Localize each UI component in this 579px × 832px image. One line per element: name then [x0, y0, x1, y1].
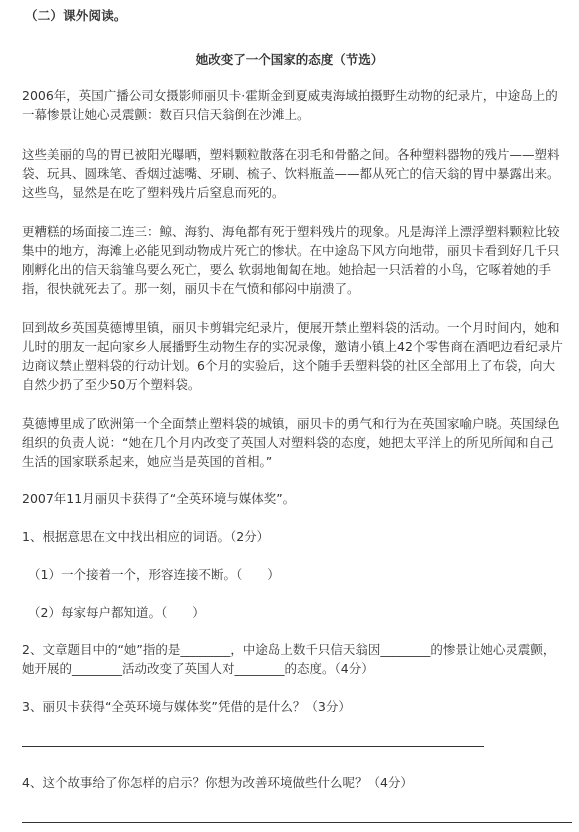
article-paragraph: 2006年，英国广播公司女摄影师丽贝卡·霍斯金到夏威夷海域拍摄野生动物的纪录片，中途岛上的一幕惨景让她心灵震颤：数百只信天翁倒在沙滩上。	[22, 88, 558, 122]
article-paragraph: 莫德博里成了欧洲第一个全面禁止塑料袋的城镇，丽贝卡的勇气和行为在英国家喻户晓。英国绿色组织的负责人说：“她在几个月内改变了英国人对塑料袋的态度，她把太平洋上的所见所闻和自己生活的国家联系起来，她应当是英国的首相。”	[22, 416, 560, 469]
article-paragraph: 回到故乡英国莫德博里镇，丽贝卡剪辑完纪录片，便展开禁止塑料袋的活动。一个月时间内，她和儿时的朋友一起向家乡人展播野生动物生存的实况录像，邀请小镇上42个零售商在酒吧边看纪录片边商议禁止塑料袋的行动计划。6个月的实验后，这个随手丢塑料袋的社区全部用上了布袋，向大自然少扔了至少50万个塑料袋。	[22, 320, 563, 392]
answer-line-question-3[interactable]	[22, 746, 484, 747]
question-1-item-1: （1）一个接着一个，形容连接不断。（ ）	[28, 567, 280, 582]
article-paragraph: 更糟糕的场面接二连三：鲸、海豹、海龟都有死于塑料残片的现象。凡是海洋上漂浮塑料颗粒比较集中的地方，海滩上必能见到动物成片死亡的惨状。在中途岛下风方向地带，丽贝卡看到好几千只刚孵化出的信天翁雏鸟要么死亡，要么 软弱地匍匐在地。她拾起一只活着的小鸟，它啄着她的手指，很快就死去了。那一刻，丽贝卡在气愤和郁闷中崩溃了。	[22, 224, 560, 296]
article-title: 她改变了一个国家的态度（节选）	[195, 52, 384, 67]
question-1: 1、根据意思在文中找出相应的词语。（2分）	[22, 529, 270, 544]
answer-line-question-4[interactable]	[22, 822, 572, 823]
question-1-item-2: （2）每家每户都知道。（ ）	[28, 605, 205, 620]
article-paragraph: 这些美丽的鸟的胃已被阳光曝晒，塑料颗粒散落在羽毛和骨骼之间。各种塑料器物的残片——塑料袋、玩具、圆珠笔、香烟过滤嘴、牙刷、梳子、饮料瓶盖——都从死亡的信天翁的胃中暴露出来。这些鸟，显然是在吃了塑料残片后窒息而死的。	[22, 147, 560, 200]
question-4: 4、这个故事给了你怎样的启示？你想为改善环境做些什么呢？（4分）	[22, 775, 413, 790]
question-3: 3、丽贝卡获得“全英环境与媒体奖”凭借的是什么？（3分）	[22, 699, 351, 714]
article-paragraph: 2007年11月丽贝卡获得了“全英环境与媒体奖”。	[22, 491, 296, 506]
section-heading: （二）课外阅读。	[25, 8, 127, 23]
question-2: 2、文章题目中的“她”指的是________，中途岛上数千只信天翁因________的惨景让她心灵震颤，她开展的________活动改变了英国人对________的态度。（4分）	[22, 642, 556, 676]
